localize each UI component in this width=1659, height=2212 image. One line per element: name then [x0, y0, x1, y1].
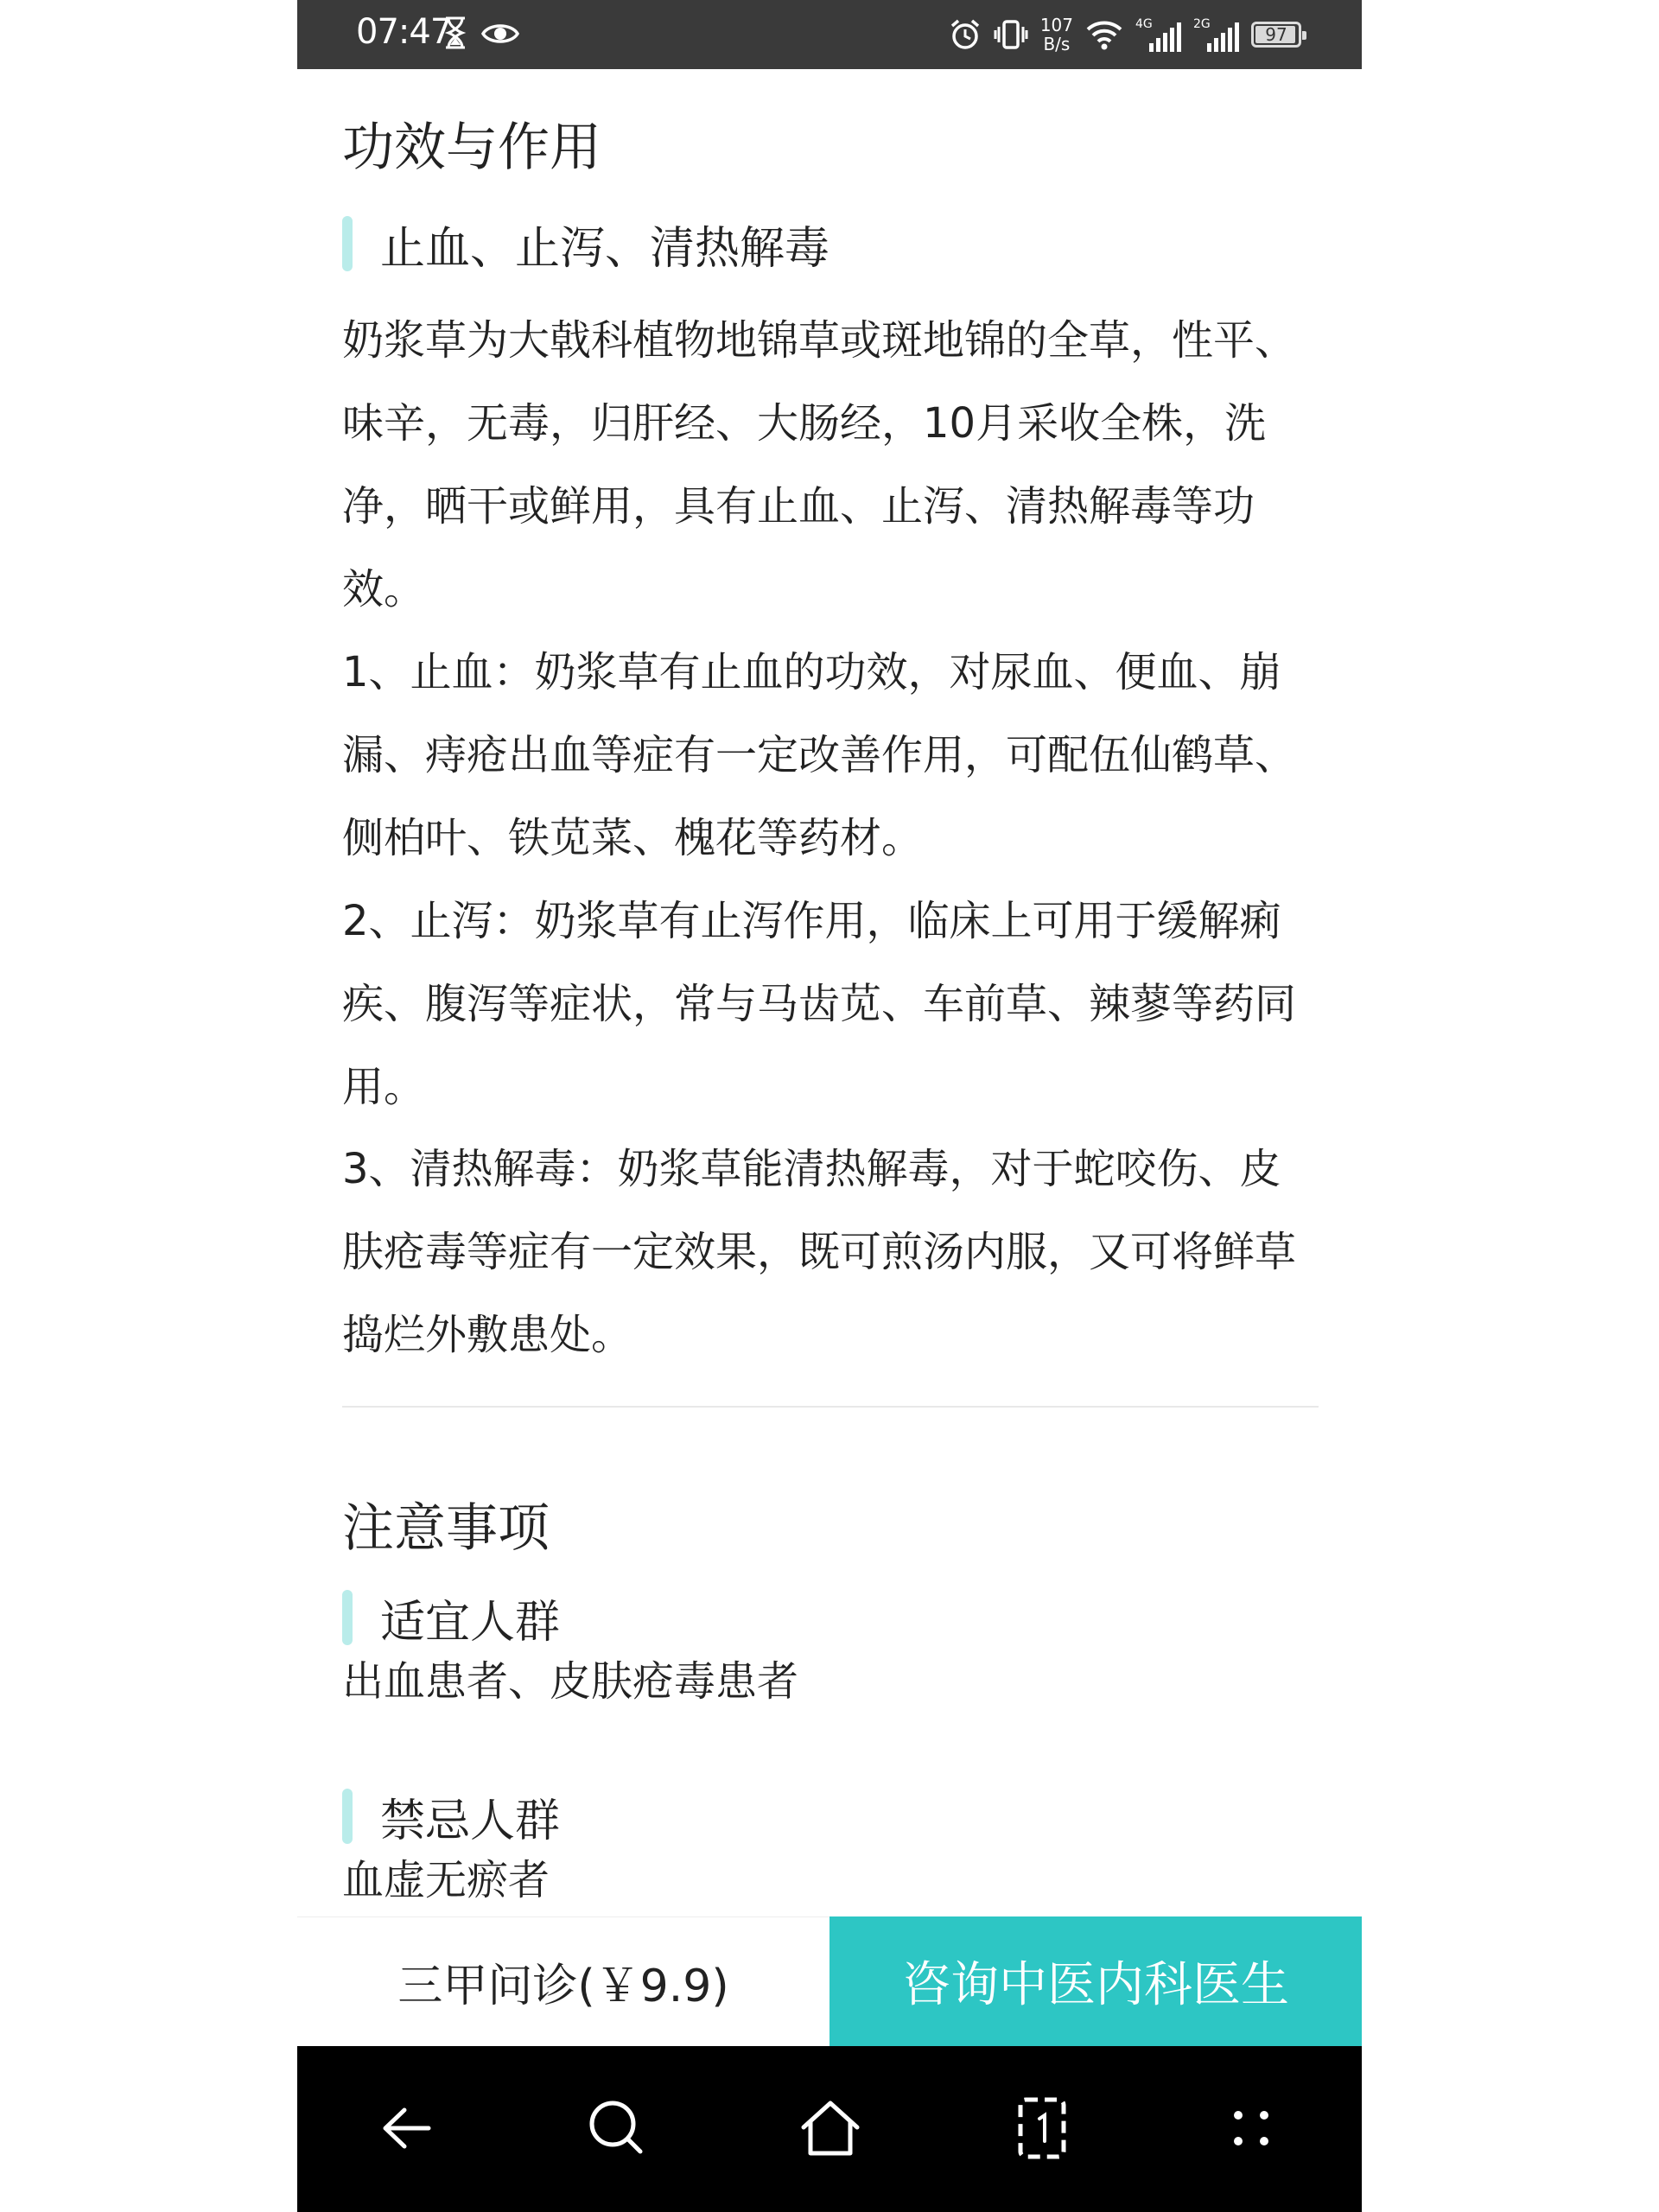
subheading-effects: 止血、止泻、清热解毒 [342, 216, 830, 271]
signal-2g-icon: 2G [1193, 17, 1239, 52]
hourglass-icon [442, 16, 468, 50]
section-divider [342, 1406, 1319, 1408]
battery-icon: 97 [1251, 22, 1301, 48]
effects-item-2: 2、止泻：奶浆草有止泻作用，临床上可用于缓解痢疾、腹泻等症状，常与马齿苋、车前草、辣蓼等药同用。 [342, 897, 1297, 1111]
status-time: 07:47 [356, 12, 452, 52]
recent-apps-icon[interactable] [1003, 2089, 1081, 2167]
suitable-text: 出血患者、皮肤疮毒患者 [342, 1657, 799, 1706]
network-speed: 107 B/s [1039, 15, 1073, 54]
consult-doctor-button[interactable]: 咨询中医内科医生 [830, 1916, 1362, 2046]
effects-item-3: 3、清热解毒：奶浆草能清热解毒，对于蛇咬伤、皮肤疮毒等症有一定效果，既可煎汤内服，又可将鲜草捣烂外敷患处。 [342, 1145, 1297, 1359]
section-title-effects: 功效与作用 [342, 118, 601, 178]
accent-bar [342, 1590, 353, 1645]
vibrate-icon [994, 18, 1028, 51]
section-title-notes: 注意事项 [342, 1498, 550, 1559]
dots-menu-icon[interactable] [1212, 2089, 1290, 2167]
home-icon[interactable] [791, 2089, 869, 2167]
subheading-contraindicated: 禁忌人群 [342, 1789, 560, 1844]
navigation-bar [297, 2046, 1362, 2212]
alarm-icon [949, 18, 982, 51]
status-right [949, 12, 1301, 57]
search-icon[interactable] [578, 2089, 656, 2167]
subheading-suitable: 适宜人群 [342, 1590, 560, 1645]
accent-bar [342, 1789, 353, 1844]
signal-4g-icon: 4G [1135, 17, 1181, 52]
phone-screen [297, 0, 1362, 2212]
back-icon[interactable] [370, 2089, 448, 2167]
action-bar [297, 1916, 1362, 2046]
status-bar [297, 0, 1362, 69]
contraindicated-text: 血虚无瘀者 [342, 1856, 550, 1904]
consult-price-button[interactable]: 三甲问诊(￥9.9) [297, 1916, 830, 2046]
eye-icon [480, 19, 520, 48]
effects-intro-paragraph: 奶浆草为大戟科植物地锦草或斑地锦的全草，性平、味辛，无毒，归肝经、大肠经，10月采收全株，洗净，晒干或鲜用，具有止血、止泻、清热解毒等功效。 [342, 316, 1297, 613]
accent-bar [342, 216, 353, 271]
wifi-icon [1085, 18, 1123, 51]
effects-item-1: 1、止血：奶浆草有止血的功效，对尿血、便血、崩漏、痔疮出血等症有一定改善作用，可配伍仙鹤草、侧柏叶、铁苋菜、槐花等药材。 [342, 648, 1297, 862]
